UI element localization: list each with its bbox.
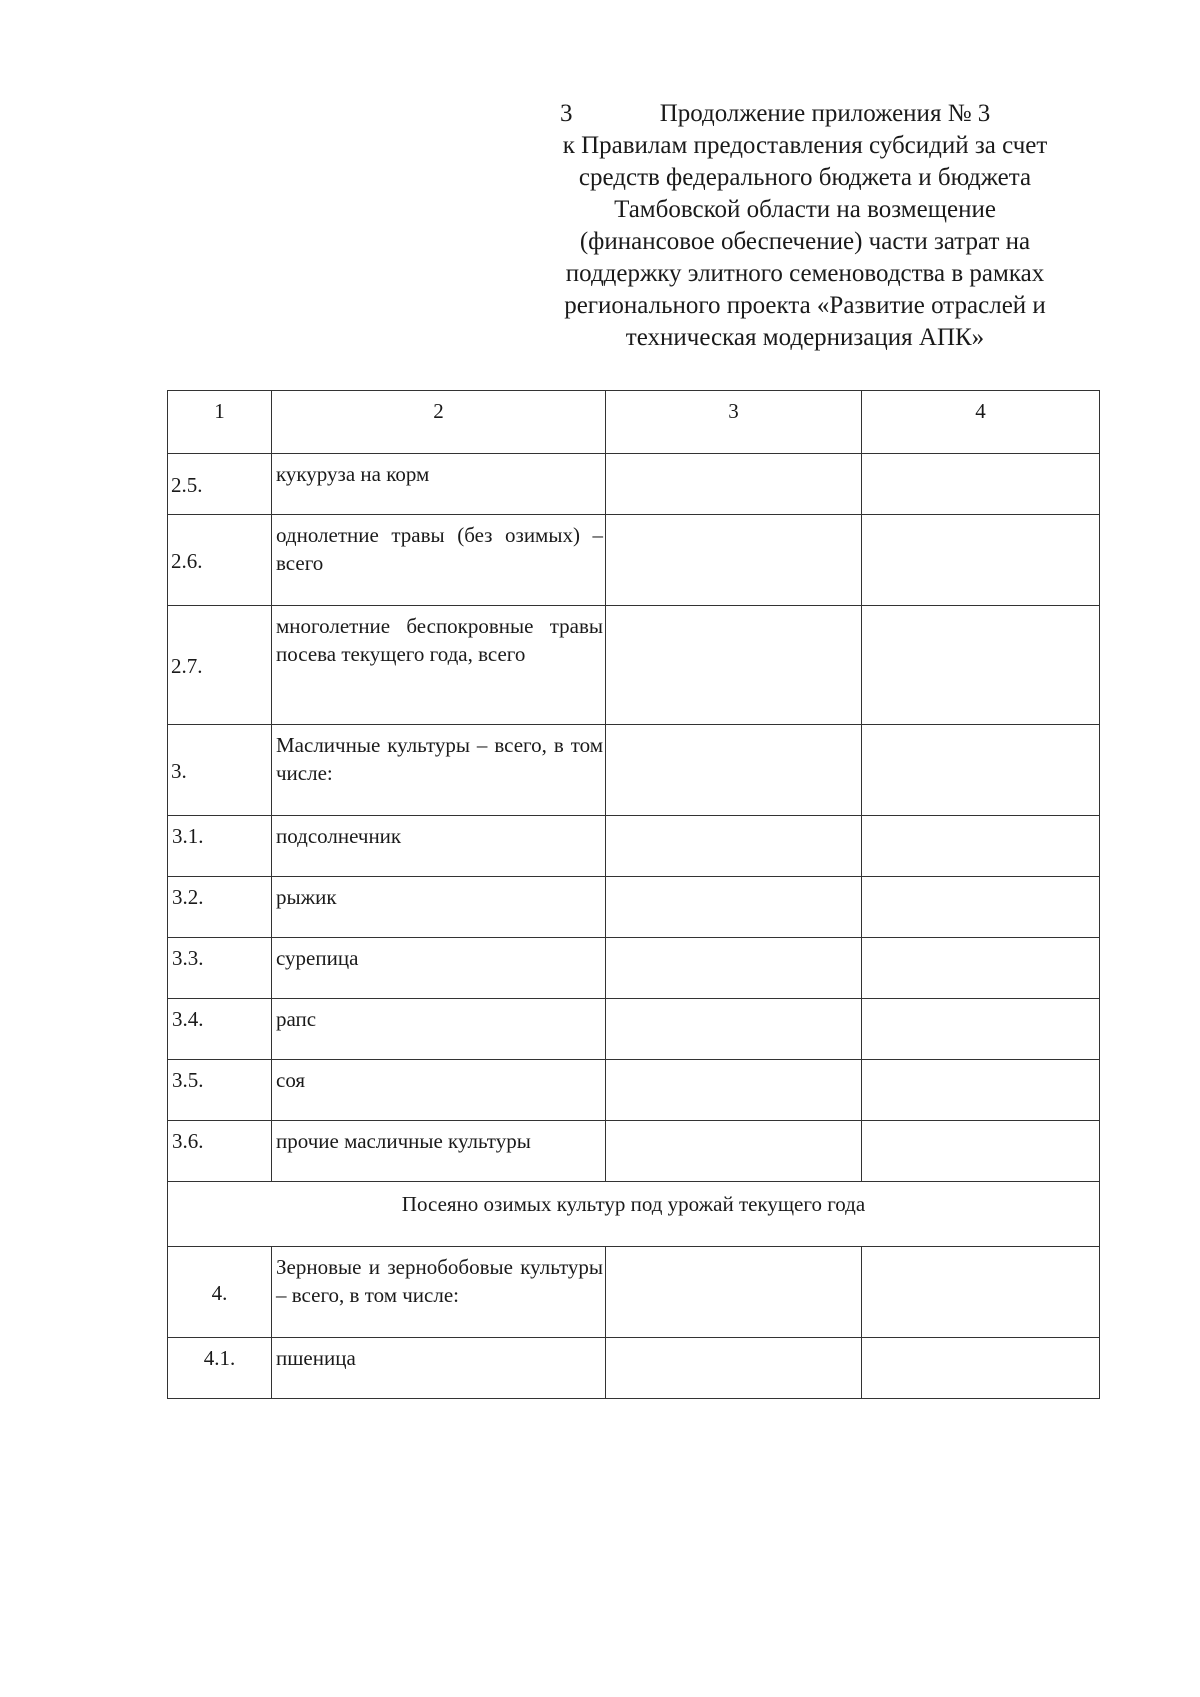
data-table (167, 390, 1100, 1399)
value-cell (606, 1121, 862, 1182)
table-row (168, 1247, 1100, 1338)
table-row (168, 938, 1100, 999)
row-name: кукуруза на корм (272, 454, 606, 515)
value-cell (862, 1338, 1100, 1399)
row-number: 3.3. (168, 938, 272, 999)
column-header: 2 (272, 391, 606, 454)
row-number: 4.1. (168, 1338, 272, 1399)
row-name: сурепица (272, 938, 606, 999)
row-number: 3.4. (168, 999, 272, 1060)
value-cell (606, 1338, 862, 1399)
table-row (168, 877, 1100, 938)
row-name: подсолнечник (272, 816, 606, 877)
row-number: 2.6. (168, 515, 272, 606)
value-cell (606, 515, 862, 606)
row-number: 2.5. (168, 454, 272, 515)
row-number: 3.1. (168, 816, 272, 877)
value-cell (862, 999, 1100, 1060)
value-cell (862, 1121, 1100, 1182)
section-row (168, 1182, 1100, 1247)
table-row (168, 725, 1100, 816)
value-cell (862, 454, 1100, 515)
table-row (168, 1338, 1100, 1399)
row-name: соя (272, 1060, 606, 1121)
row-name: однолетние травы (без озимых) – всего (272, 515, 606, 606)
table-row (168, 515, 1100, 606)
row-number: 3.2. (168, 877, 272, 938)
header-line: Тамбовской области на возмещение (614, 196, 996, 223)
row-name: рапс (272, 999, 606, 1060)
value-cell (606, 877, 862, 938)
table-row (168, 1060, 1100, 1121)
value-cell (862, 816, 1100, 877)
header-line: поддержку элитного семеноводства в рамках (565, 260, 1045, 287)
row-name: прочие масличные культуры (272, 1121, 606, 1182)
value-cell (606, 1247, 862, 1338)
value-cell (862, 938, 1100, 999)
column-header: 1 (168, 391, 272, 454)
table-header-row (168, 391, 1100, 454)
row-number: 4. (168, 1247, 272, 1338)
appendix-header (520, 98, 1090, 354)
row-name: многолетние беспокровные травы посева текущего года, всего (272, 606, 606, 725)
value-cell (606, 454, 862, 515)
row-number: 3. (168, 725, 272, 816)
table-row (168, 454, 1100, 515)
section-title: Посеяно озимых культур под урожай текущего года (168, 1182, 1100, 1247)
row-number: 3.6. (168, 1121, 272, 1182)
value-cell (606, 816, 862, 877)
row-number: 3.5. (168, 1060, 272, 1121)
header-line: (финансовое обеспечение) части затрат на (579, 228, 1031, 255)
header-line: Продолжение приложения № 3 (659, 100, 991, 127)
value-cell (862, 606, 1100, 725)
row-name: рыжик (272, 877, 606, 938)
value-cell (606, 606, 862, 725)
value-cell (862, 725, 1100, 816)
table-row (168, 606, 1100, 725)
column-header: 4 (862, 391, 1100, 454)
value-cell (862, 1247, 1100, 1338)
row-number: 2.7. (168, 606, 272, 725)
value-cell (862, 515, 1100, 606)
value-cell (606, 938, 862, 999)
row-name: пшеница (272, 1338, 606, 1399)
table-row (168, 999, 1100, 1060)
value-cell (606, 725, 862, 816)
value-cell (862, 1060, 1100, 1121)
value-cell (606, 1060, 862, 1121)
header-line: к Правилам предоставления субсидий за счет (562, 132, 1048, 159)
header-line: техническая модернизация АПК» (625, 324, 985, 351)
table-row (168, 1121, 1100, 1182)
header-line: средств федерального бюджета и бюджета (578, 164, 1032, 191)
row-name: Масличные культуры – всего, в том числе: (272, 725, 606, 816)
column-header: 3 (606, 391, 862, 454)
table-row (168, 816, 1100, 877)
row-name: Зерновые и зернобобовые культуры – всего, в том числе: (272, 1247, 606, 1338)
header-line: регионального проекта «Развитие отраслей и (564, 292, 1046, 319)
value-cell (606, 999, 862, 1060)
page-number: 3 (560, 100, 573, 127)
value-cell (862, 877, 1100, 938)
